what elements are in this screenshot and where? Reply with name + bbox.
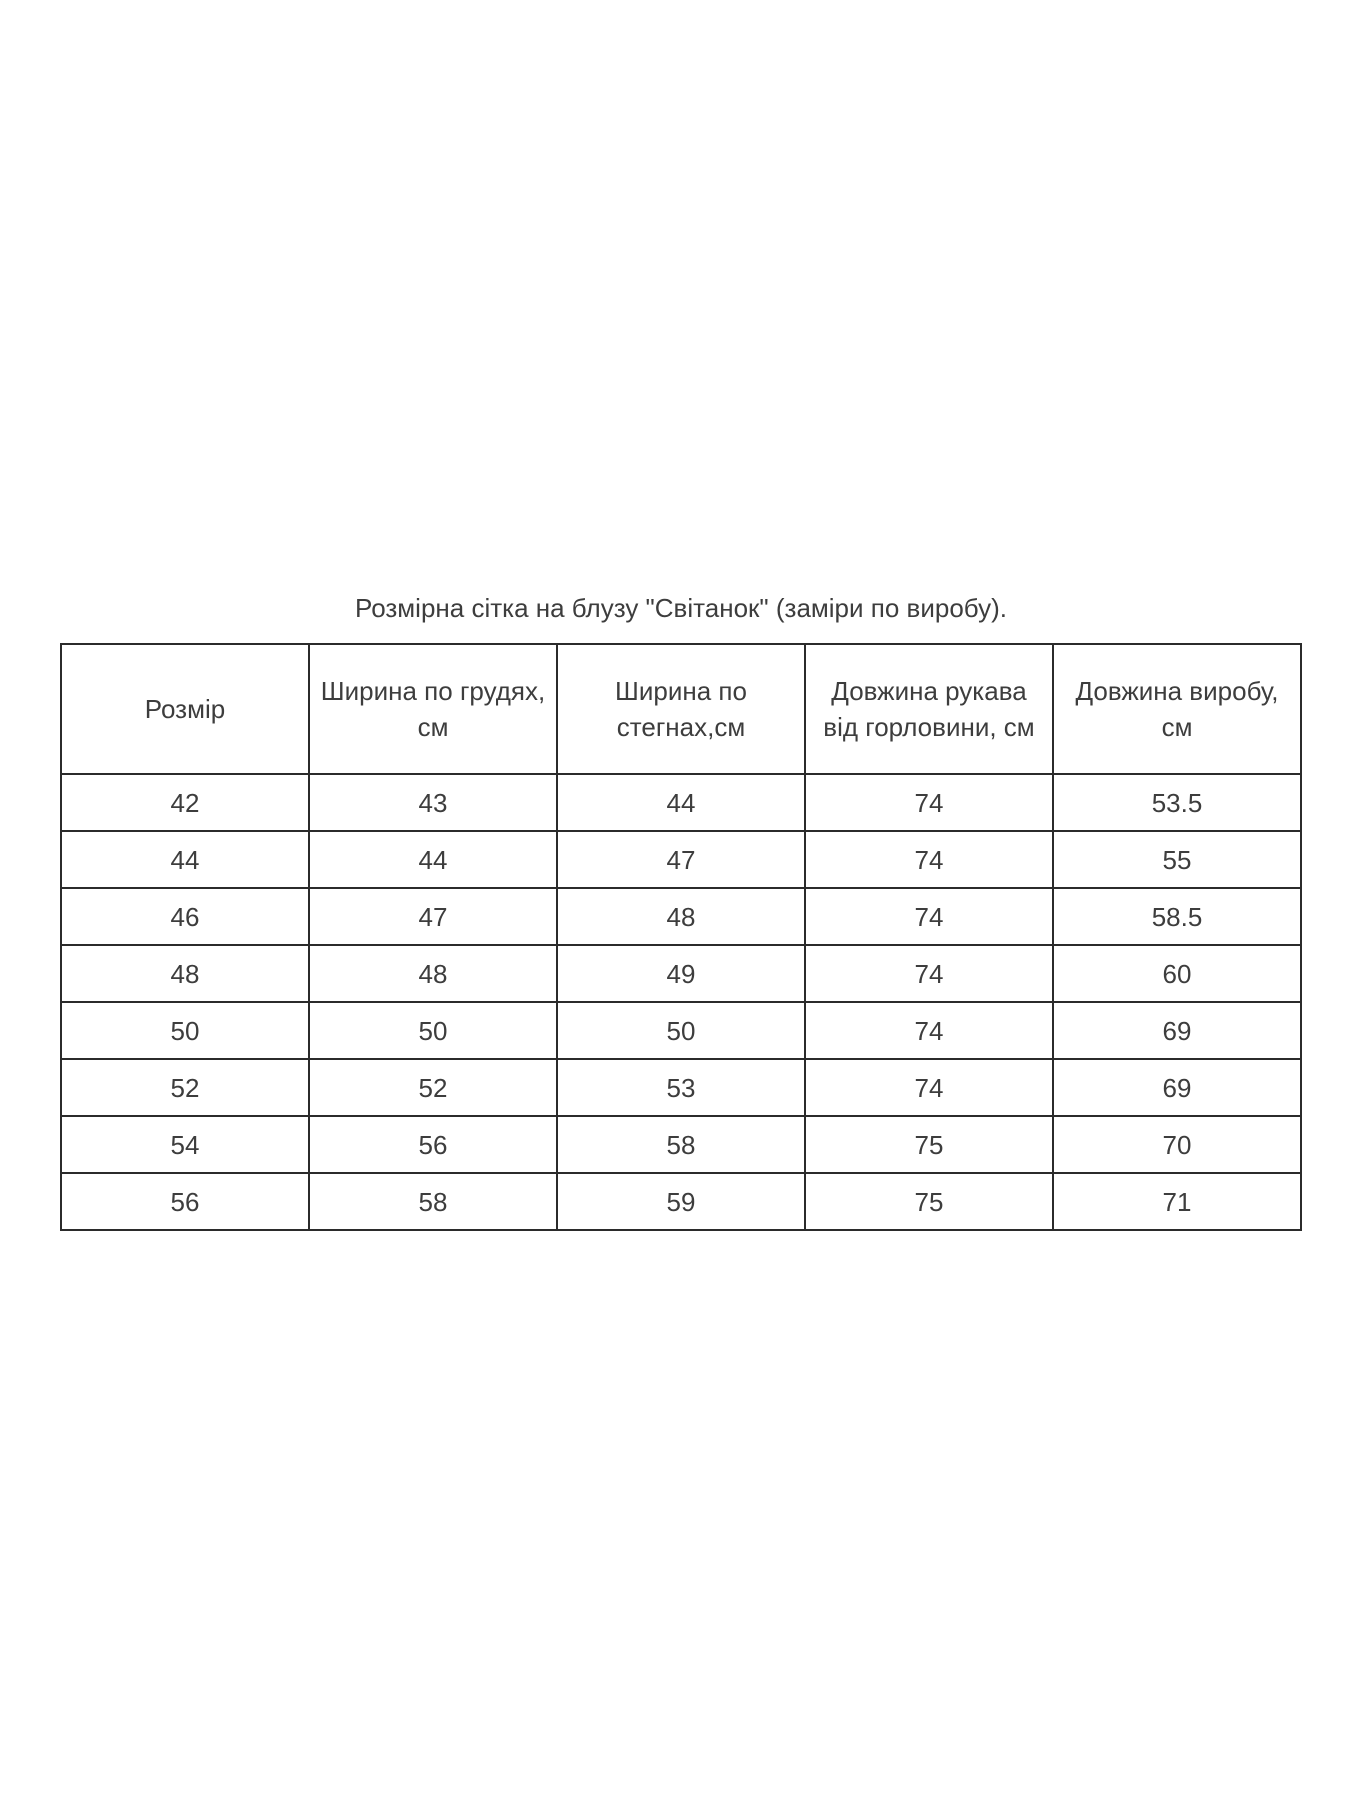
header-size: Розмір (61, 644, 309, 774)
cell-sleeve-length: 74 (805, 831, 1053, 888)
cell-chest-width: 50 (309, 1002, 557, 1059)
header-row (61, 644, 1301, 774)
cell-sleeve-length: 75 (805, 1116, 1053, 1173)
cell-hip-width: 53 (557, 1059, 805, 1116)
cell-garment-length: 53.5 (1053, 774, 1301, 831)
cell-hip-width: 50 (557, 1002, 805, 1059)
cell-sleeve-length: 74 (805, 945, 1053, 1002)
cell-hip-width: 59 (557, 1173, 805, 1230)
table-row (61, 888, 1301, 945)
table-caption: Розмірна сітка на блузу "Світанок" (заміри по виробу). (355, 593, 1007, 623)
cell-size: 56 (61, 1173, 309, 1230)
cell-chest-width: 43 (309, 774, 557, 831)
cell-size: 48 (61, 945, 309, 1002)
cell-chest-width: 48 (309, 945, 557, 1002)
cell-garment-length: 70 (1053, 1116, 1301, 1173)
cell-hip-width: 47 (557, 831, 805, 888)
cell-sleeve-length: 74 (805, 888, 1053, 945)
header-chest-width: Ширина по грудях, см (309, 644, 557, 774)
table-row (61, 774, 1301, 831)
cell-garment-length: 60 (1053, 945, 1301, 1002)
cell-size: 54 (61, 1116, 309, 1173)
cell-hip-width: 49 (557, 945, 805, 1002)
table-row (61, 1173, 1301, 1230)
table-row (61, 831, 1301, 888)
cell-sleeve-length: 74 (805, 774, 1053, 831)
cell-chest-width: 58 (309, 1173, 557, 1230)
cell-chest-width: 52 (309, 1059, 557, 1116)
cell-chest-width: 47 (309, 888, 557, 945)
cell-chest-width: 56 (309, 1116, 557, 1173)
header-garment-length: Довжина виробу, см (1053, 644, 1301, 774)
table-row (61, 945, 1301, 1002)
cell-sleeve-length: 74 (805, 1059, 1053, 1116)
table-body (61, 774, 1301, 1230)
cell-sleeve-length: 74 (805, 1002, 1053, 1059)
cell-garment-length: 71 (1053, 1173, 1301, 1230)
cell-size: 46 (61, 888, 309, 945)
header-sleeve-length: Довжина рукава від горловини, см (805, 644, 1053, 774)
table-row (61, 1002, 1301, 1059)
cell-garment-length: 69 (1053, 1059, 1301, 1116)
cell-hip-width: 58 (557, 1116, 805, 1173)
cell-chest-width: 44 (309, 831, 557, 888)
cell-sleeve-length: 75 (805, 1173, 1053, 1230)
cell-size: 50 (61, 1002, 309, 1059)
cell-garment-length: 58.5 (1053, 888, 1301, 945)
cell-size: 42 (61, 774, 309, 831)
cell-hip-width: 48 (557, 888, 805, 945)
cell-hip-width: 44 (557, 774, 805, 831)
header-hip-width: Ширина по стегнах,см (557, 644, 805, 774)
size-chart-table (60, 643, 1302, 1231)
cell-garment-length: 69 (1053, 1002, 1301, 1059)
table-row (61, 1116, 1301, 1173)
table-row (61, 1059, 1301, 1116)
cell-size: 44 (61, 831, 309, 888)
cell-size: 52 (61, 1059, 309, 1116)
cell-garment-length: 55 (1053, 831, 1301, 888)
